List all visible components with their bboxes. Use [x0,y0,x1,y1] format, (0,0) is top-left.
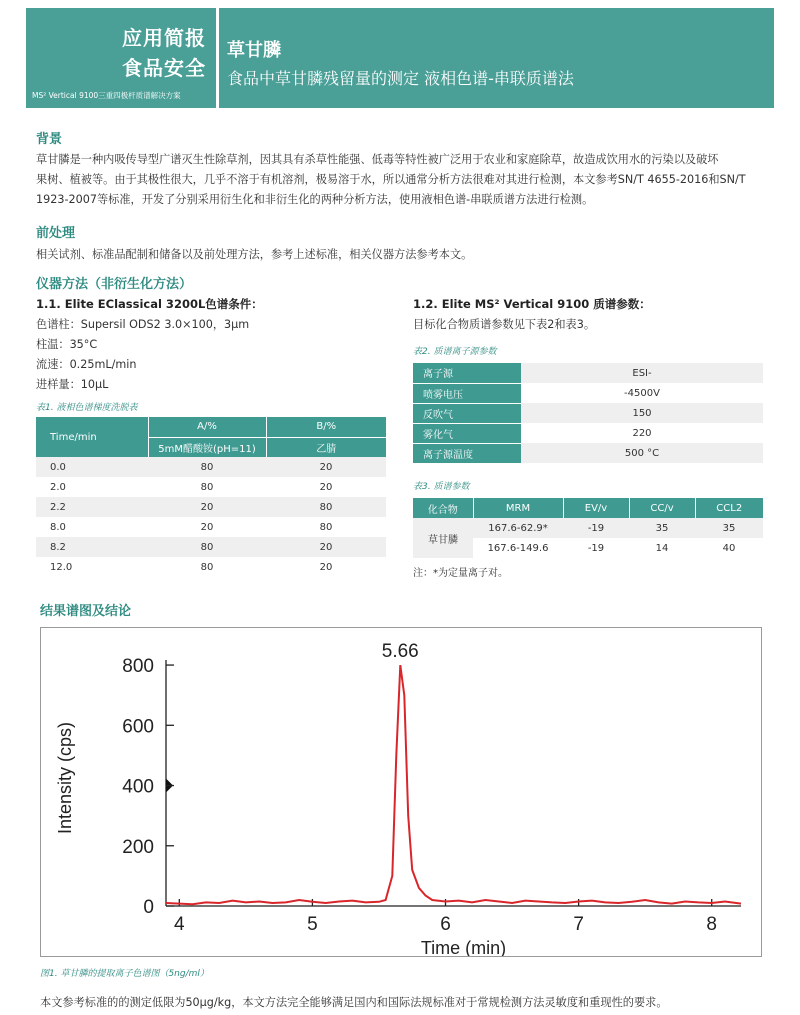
results-heading: 结果谱图及结论 [40,604,132,619]
gradient-cell-a: 80 [148,457,266,477]
table3-note: 注：*为定量离子对。 [413,568,508,579]
gradient-cell-time: 8.2 [36,537,148,557]
chromatogram-frame [40,627,762,957]
x-tick-label: 4 [174,914,185,935]
ms-cell-ccl2: 40 [695,538,763,558]
chart-axes [166,660,741,906]
ion-source-param-value: 500 °C [521,443,763,463]
lc-flow-rate: 流速：0.25mL/min [36,358,137,371]
lc-conditions-title: 1.1. Elite EClassical 3200L色谱条件： [36,297,263,311]
table-row [413,403,763,423]
y-tick-label: 0 [143,897,154,918]
lc-injection-volume: 进样量：10μL [36,378,109,391]
ion-source-param-name: 喷雾电压 [413,383,521,403]
table-row [413,443,763,463]
ms-parameters-desc: 目标化合物质谱参数见下表2和表3。 [413,318,596,331]
pretreatment-heading: 前处理 [36,226,76,241]
y-tick-label: 800 [122,656,154,678]
header-banner [26,8,774,108]
x-tick-label: 5 [307,914,318,935]
ion-source-param-value: -4500V [521,383,763,403]
ms-cell-compound: 草甘膦 [413,518,473,558]
gradient-cell-b: 20 [266,557,386,577]
gradient-subheader-a: 5mM醋酸铵(pH=11) [148,437,266,457]
method-heading: 仪器方法（非衍生化方法） [36,277,193,292]
gradient-header-b: B/% [266,417,386,437]
ion-source-param-name: 雾化气 [413,423,521,443]
ms-cell-mrm: 167.6-149.6 [473,538,563,558]
gradient-cell-time: 2.0 [36,477,148,497]
ion-source-param-value: ESI- [521,363,763,383]
gradient-subheader-b: 乙腈 [266,437,386,457]
pretreatment-text: 相关试剂、标准品配制和储备以及前处理方法，参考上述标准，相关仪器方法参考本文。 [36,248,473,261]
ms-header-ccl2: CCL2 [695,498,763,518]
x-tick-label: 8 [706,914,718,935]
gradient-cell-time: 2.2 [36,497,148,517]
table-row [36,557,386,577]
table-row [36,537,386,557]
header-title-block [219,8,774,108]
ms-cell-ccl2: 35 [695,518,763,538]
figure-caption: 图1. 草甘膦的提取离子色谱图（5ng/ml） [40,969,209,979]
x-tick-label: 6 [440,914,451,935]
peak-label: 5.66 [381,641,419,663]
conclusion-text: 本文参考标准的的测定低限为50μg/kg，本文方法完全能够满足国内和国际法规标准对于常规检测方法灵敏度和重现性的要求。 [40,996,668,1009]
gradient-cell-a: 20 [148,517,266,537]
page-title: 草甘膦 [227,40,281,61]
ion-source-param-name: 离子源 [413,363,521,383]
chromatogram-line [166,665,741,904]
x-axis-label: Time (min) [420,938,507,956]
gradient-cell-time: 8.0 [36,517,148,537]
gradient-cell-a: 20 [148,497,266,517]
ms-parameters-title: 1.2. Elite MS² Vertical 9100 质谱参数： [413,297,651,311]
header-solution-line: MS² Vertical 9100三重四极杆质谱解决方案 [32,91,181,100]
gradient-cell-b: 20 [266,537,386,557]
gradient-cell-time: 12.0 [36,557,148,577]
chart-ticks [122,656,717,935]
chromatogram-chart [41,628,761,956]
ion-source-param-value: 150 [521,403,763,423]
y-tick-label: 200 [122,836,154,858]
header-category-line2: 食品安全 [122,56,206,80]
background-paragraph [36,150,776,210]
chart-series [166,665,741,904]
gradient-cell-b: 80 [266,517,386,537]
ms-header-cc: CC/v [629,498,695,518]
background-line-2: 果树、植被等。由于其极性很大，几乎不溶于有机溶剂，极易溶于水，所以通常分析方法很难对其进行检测，本文参考SN/T 4655-2016和SN/T [36,173,746,186]
y-axis-label: Intensity (cps) [55,721,75,835]
ms-cell-cc: 14 [629,538,695,558]
table-row [413,518,763,538]
ion-source-param-value: 220 [521,423,763,443]
gradient-cell-a: 80 [148,537,266,557]
gradient-cell-a: 80 [148,557,266,577]
ms-cell-ev: -19 [563,518,629,538]
ms-parameters-table [413,498,763,558]
gradient-header-time: Time/min [36,417,148,457]
page-subtitle: 食品中草甘膦残留量的测定 液相色谱-串联质谱法 [227,69,574,88]
background-heading: 背景 [36,132,63,147]
table-row [36,517,386,537]
table-row [36,497,386,517]
chart-labels [55,641,506,956]
x-tick-label: 7 [573,914,584,935]
ms-cell-mrm: 167.6-62.9* [473,518,563,538]
gradient-cell-time: 0.0 [36,457,148,477]
ms-cell-cc: 35 [629,518,695,538]
ms-cell-ev: -19 [563,538,629,558]
lc-temperature: 柱温：35°C [36,338,98,351]
table-row [413,363,763,383]
ion-source-param-name: 离子源温度 [413,443,521,463]
ms-header-mrm: MRM [473,498,563,518]
background-line-3: 1923-2007等标准，开发了分别采用衍生化和非衍生化的两种分析方法，使用液相色谱-串联质谱方法进行检测。 [36,193,594,206]
y-tick-label: 600 [122,716,154,738]
lc-column: 色谱柱：Supersil ODS2 3.0×100，3μm [36,318,250,331]
header-category-block [26,8,216,108]
table-row [36,457,386,477]
ion-source-param-name: 反吹气 [413,403,521,423]
y-tick-label: 400 [122,776,154,798]
table-row [413,383,763,403]
gradient-cell-b: 20 [266,457,386,477]
gradient-table [36,417,386,577]
table-row [413,423,763,443]
ms-header-compound: 化合物 [413,498,473,518]
ms-header-ev: EV/v [563,498,629,518]
table2-caption: 表2. 质谱离子源参数 [413,347,497,357]
table-row [36,477,386,497]
ion-source-table [413,363,763,464]
header-category-line1: 应用简报 [122,26,206,50]
background-line-1: 草甘膦是一种内吸传导型广谱灭生性除草剂，因其具有杀草性能强、低毒等特性被广泛用于农业和家庭除草，故造成饮用水的污染以及破坏 [36,153,719,166]
gradient-cell-a: 80 [148,477,266,497]
gradient-cell-b: 20 [266,477,386,497]
table3-caption: 表3. 质谱参数 [413,482,470,492]
table1-caption: 表1. 液相色谱梯度洗脱表 [36,403,138,413]
gradient-header-a: A/% [148,417,266,437]
gradient-cell-b: 80 [266,497,386,517]
